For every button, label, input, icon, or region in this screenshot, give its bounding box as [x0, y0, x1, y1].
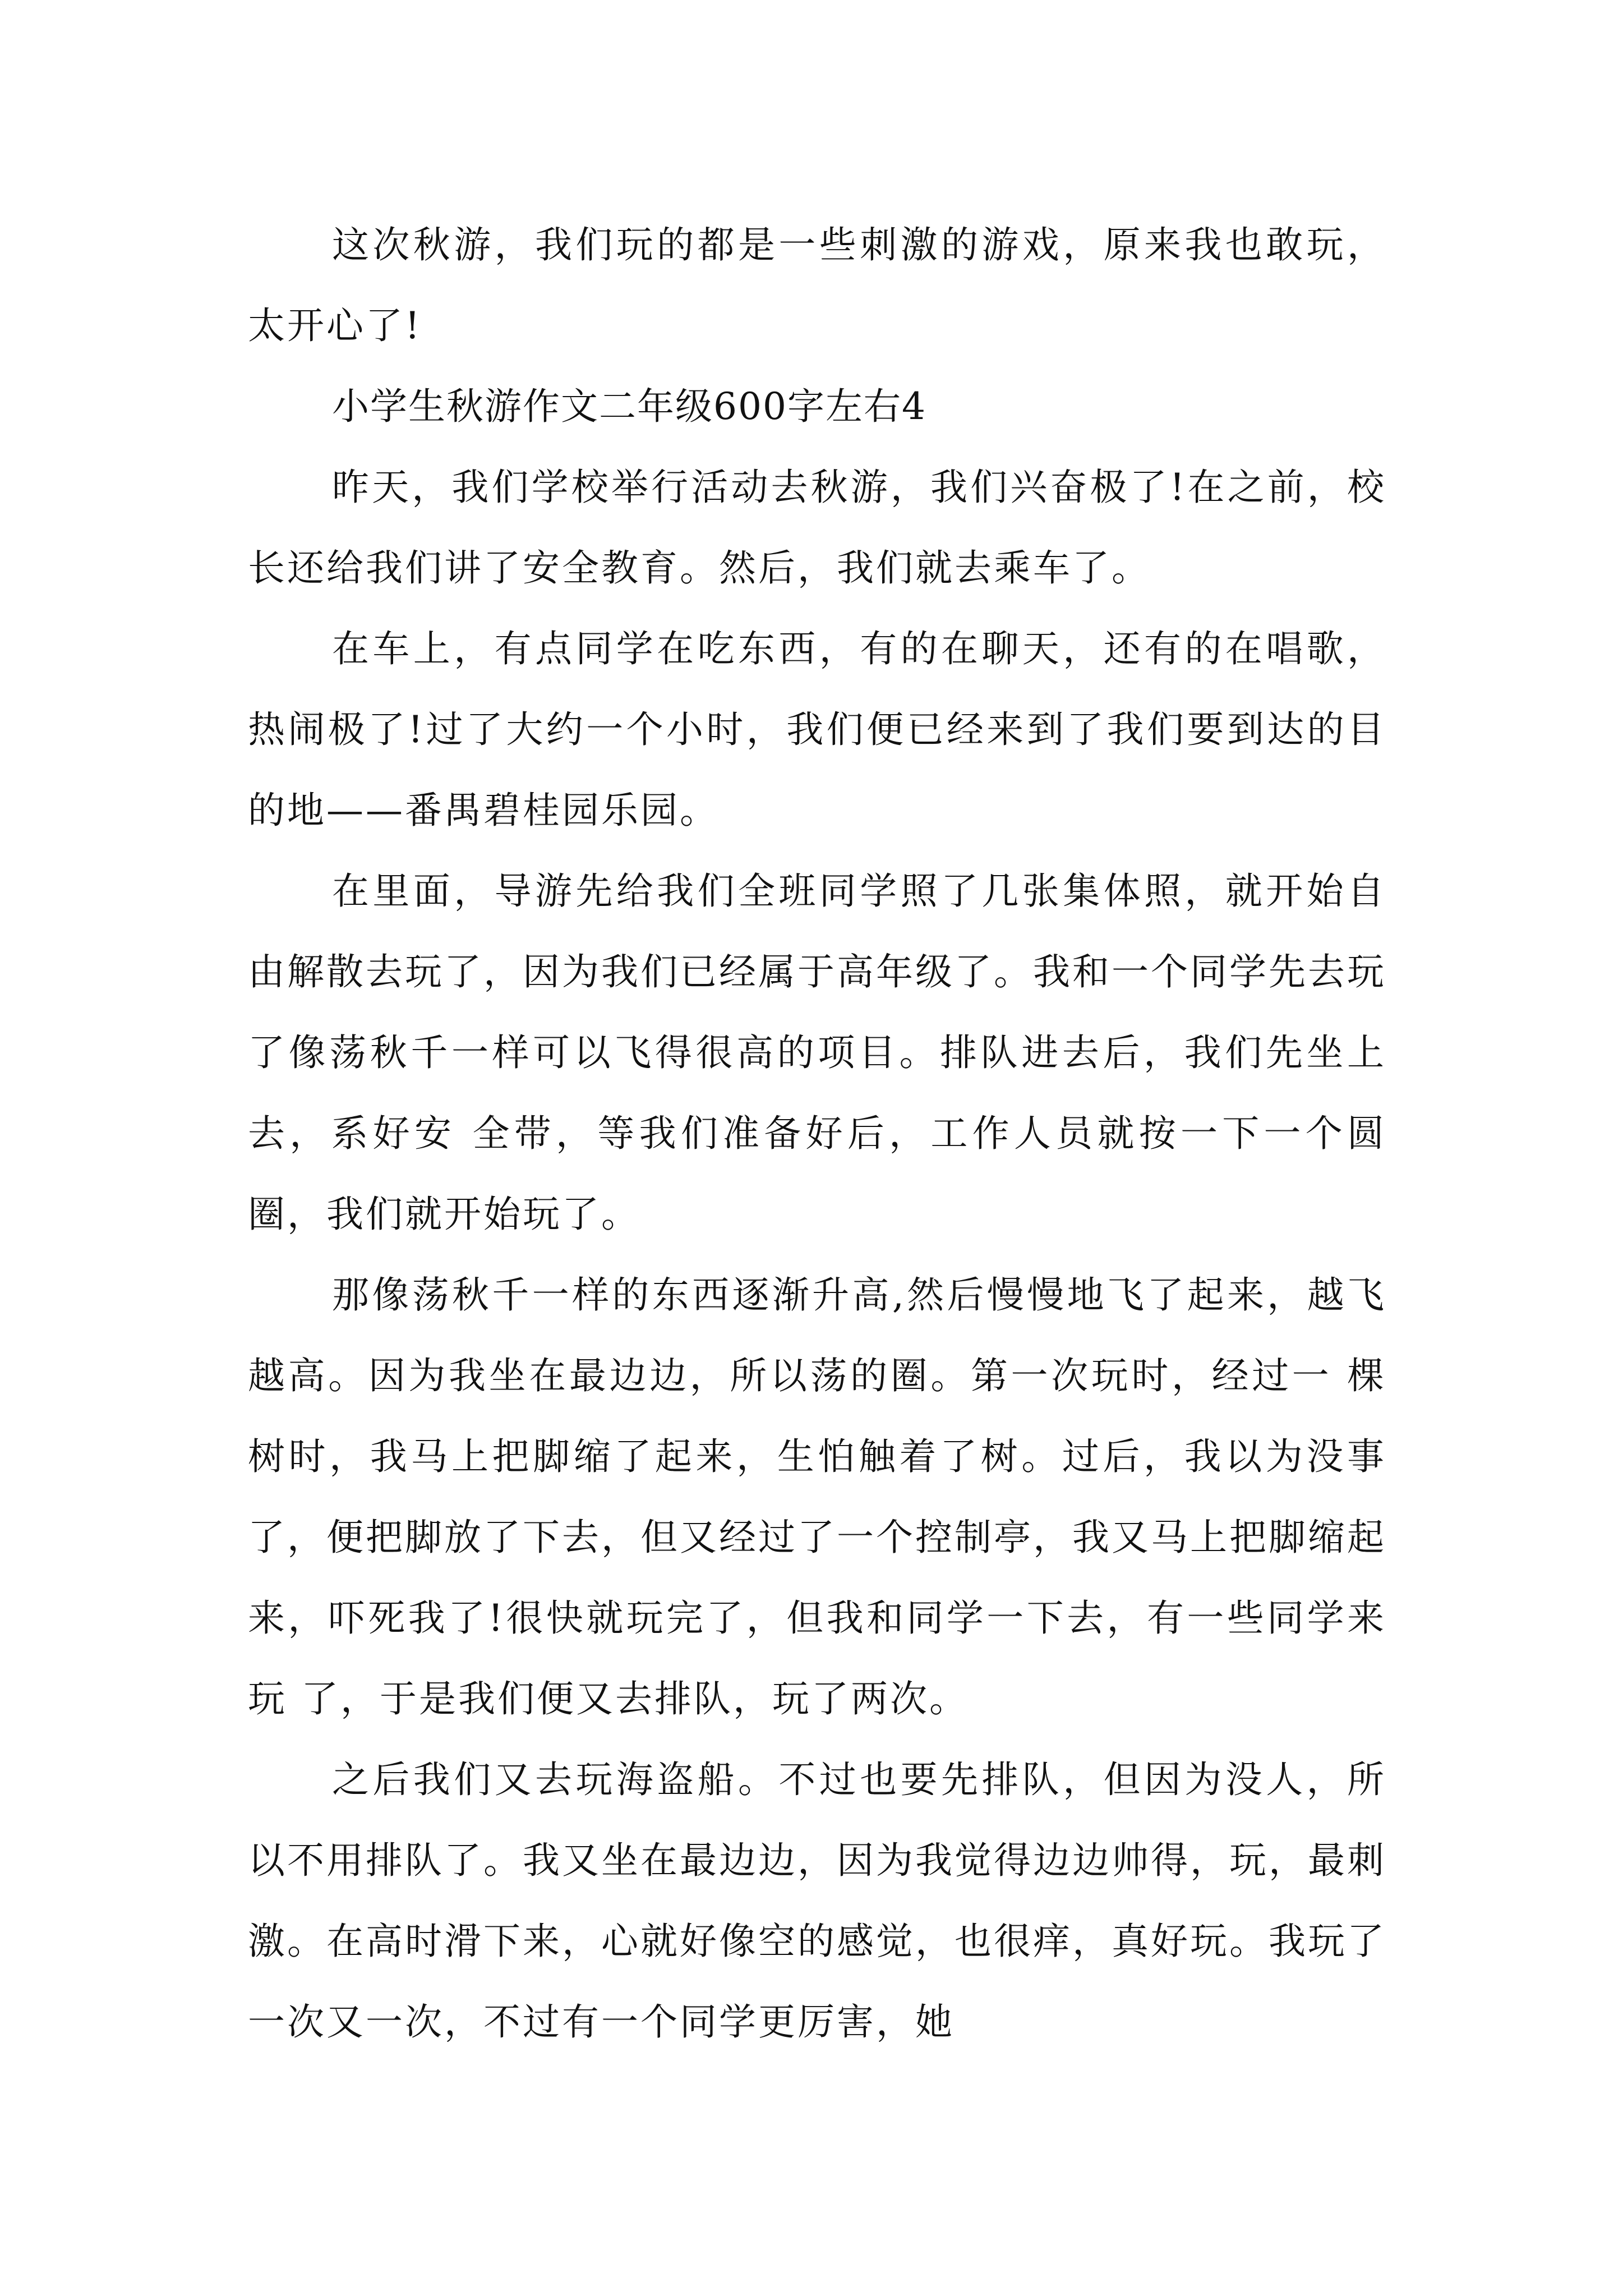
paragraph-6: 之后我们又去玩海盗船。不过也要先排队，但因为没人，所以不用排队了。我又坐在最边边，因为我觉得边边帅得，玩，最刺激。在高时滑下来，心就好像空的感觉，也很痒，真好玩。我玩了 一次又一次，不过有一个同学更厉害，她: [248, 1758, 1386, 2044]
paragraph-3: 在车上，有点同学在吃东西，有的在聊天，还有的在唱歌，热闹极了!过了大约一个小时，我们便已经来到了我们要到达的目的地——番禺碧桂园乐园。: [248, 627, 1386, 832]
document-body: [248, 205, 1386, 2063]
paragraph-4: 在里面，导游先给我们全班同学照了几张集体照，就开始自由解散去玩了，因为我们已经属于高年级了。我和一个同学先去玩了像荡秋千一样可以飞得很高的项目。排队进去后，我们先坐上去，系好安 全带，等我们准备好后，工作人员就按一下一个圆圈，我们就开始玩了。: [248, 869, 1386, 1236]
section-heading: 小学生秋游作文二年级600字左右4: [332, 385, 926, 428]
paragraph-1: 这次秋游，我们玩的都是一些刺激的游戏，原来我也敢玩，太开心了!: [248, 223, 1386, 347]
paragraph-2: 昨天，我们学校举行活动去秋游，我们兴奋极了!在之前，校长还给我们讲了安全教育。然后，我们就去乘车了。: [248, 466, 1386, 590]
paragraph-5: 那像荡秋千一样的东西逐渐升高,然后慢慢地飞了起来，越飞越高。因为我坐在最边边，所以荡的圈。第一次玩时，经过一 棵树时，我马上把脚缩了起来，生怕触着了树。过后，我以为没事了，便把脚放了下去，但又经过了一个控制亭，我又马上把脚缩起来，吓死我了!很快就玩完了，但我和同学一下去，有一些同学来玩 了，于是我们便又去排队，玩了两次。: [248, 1273, 1386, 1720]
